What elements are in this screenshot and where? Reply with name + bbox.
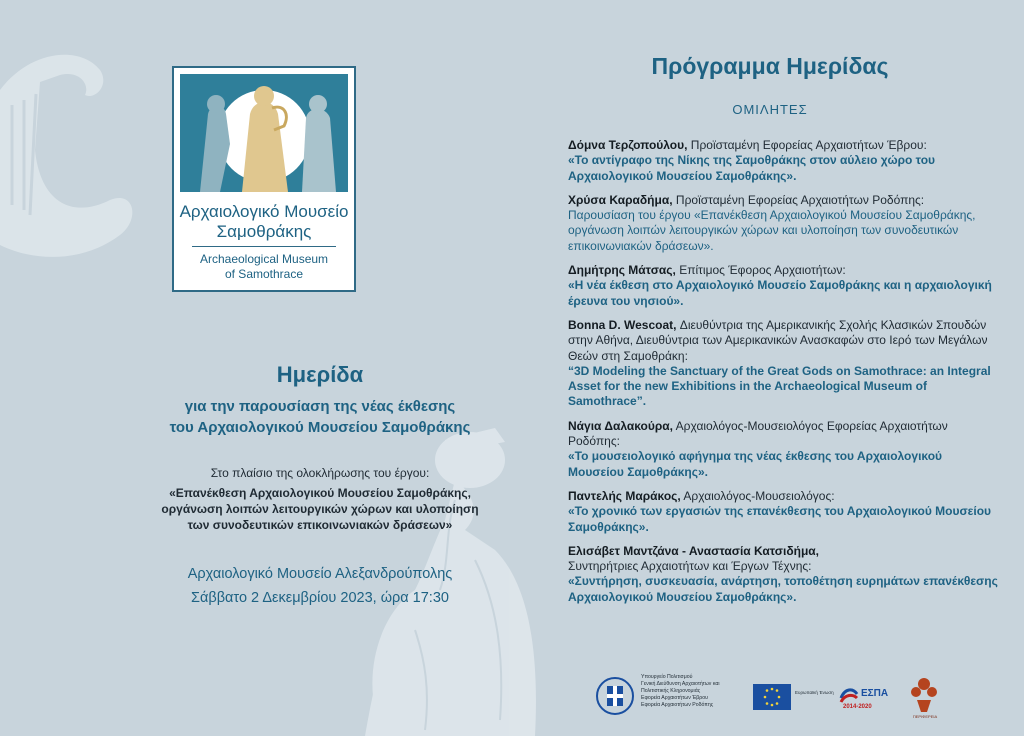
eu-flag-icon bbox=[753, 684, 791, 710]
museum-logo bbox=[172, 66, 356, 292]
ministry-line: Υπουργείο Πολιτισμού bbox=[641, 674, 693, 680]
region-label: ΠΕΡΙΦΕΡΕΙΑ bbox=[912, 714, 938, 719]
museum-name-english-line1: Archaeological Museum bbox=[199, 252, 329, 266]
ministry-line: Πολιτιστικής Κληρονομιάς bbox=[641, 688, 701, 694]
espa-logo bbox=[839, 682, 889, 714]
speaker-name: Δόμνα Τερζοπούλου, bbox=[568, 138, 688, 152]
speaker-talk: Παρουσίαση του έργου «Επανέκθεση Αρχαιολογικού Μουσείου Σαμοθράκης, οργάνωση λοιπών λειτουργικών χώρων και υλοποίηση των συνοδευτικών επικοινωνιακών δράσεων». bbox=[568, 208, 976, 253]
speaker-entry bbox=[568, 138, 998, 184]
ministry-line: Εφορεία Αρχαιοτήτων Έβρου bbox=[641, 695, 708, 701]
program-title: Πρόγραμμα Ημερίδας bbox=[651, 53, 889, 79]
speaker-role: Προϊσταμένη Εφορείας Αρχαιοτήτων Ροδόπης: bbox=[672, 192, 925, 207]
ministry-line: Γενική Διεύθυνση Αρχαιοτήτων και bbox=[641, 681, 720, 687]
project-name-line3: των συνοδευτικών επικοινωνιακών δράσεων» bbox=[187, 518, 453, 532]
lyre-silhouette-icon bbox=[0, 30, 150, 300]
speaker-entry bbox=[568, 318, 998, 410]
espa-label: ΕΣΠΑ bbox=[861, 688, 889, 699]
project-name-line2: οργάνωση λοιπών λειτουργικών χώρων και υλοποίηση bbox=[161, 502, 479, 516]
speaker-talk: «Το μουσειολογικό αφήγημα της νέας έκθεσης του Αρχαιολογικού Μουσείου Σαμοθράκης». bbox=[568, 449, 943, 479]
museum-name-greek-line1: Αρχαιολογικό Μουσείο bbox=[179, 202, 349, 221]
speaker-name: Νάγια Δαλακούρα, bbox=[568, 418, 673, 433]
region-emblem-icon bbox=[907, 674, 941, 714]
event-subtitle-line2: του Αρχαιολογικού Μουσείου Σαμοθράκης bbox=[169, 419, 471, 436]
speaker-talk: «Συντήρηση, συσκευασία, ανάρτηση, τοποθέτηση ευρημάτων επανέκθεσης Αρχαιολογικού Μουσείου Σαμοθράκης». bbox=[568, 574, 998, 604]
speaker-role: Αρχαιολόγος-Μουσειολόγος: bbox=[680, 488, 835, 503]
speaker-name: Χρύσα Καραδήμα, bbox=[568, 192, 673, 207]
speaker-role: Προϊσταμένη Εφορείας Αρχαιοτήτων Έβρου: bbox=[687, 138, 927, 152]
speaker-name: Δημήτρης Μάτσας, bbox=[568, 263, 676, 278]
speaker-role: Διευθύντρια της Αμερικανικής Σχολής Κλασικών Σπουδών στην Αθήνα, Διευθύντρια των Αμερικανικών Ανασκαφών στο Ιερό των Μεγάλων Θεών στη Σαμοθράκη: bbox=[568, 317, 988, 363]
ministry-text bbox=[641, 674, 761, 709]
speaker-entry bbox=[568, 489, 998, 535]
event-venue: Αρχαιολογικό Μουσείο Αλεξανδρούπολης bbox=[187, 566, 453, 582]
project-name-line1: «Επανέκθεση Αρχαιολογικού Μουσείου Σαμοθράκης, bbox=[169, 486, 471, 500]
museum-name-greek-line2: Σαμοθράκης bbox=[216, 222, 312, 241]
speaker-talk: “3D Modeling the Sanctuary of the Great Gods on Samothrace: an Integral Asset for the new Exhibitions in the Archaeological Museum of Samothrace”. bbox=[568, 363, 991, 409]
event-title: Ημερίδα bbox=[276, 362, 364, 387]
espa-mark-icon bbox=[839, 684, 859, 704]
sponsor-logos bbox=[595, 670, 1015, 730]
espa-years: 2014-2020 bbox=[843, 704, 872, 710]
event-date: Σάββατο 2 Δεκεμβρίου 2023, ώρα 17:30 bbox=[191, 590, 449, 606]
museum-name-greek bbox=[174, 202, 354, 242]
museum-logo-emblem bbox=[180, 74, 348, 192]
speaker-name: Παντελής Μαράκος, bbox=[568, 488, 681, 503]
museum-name-english-line2: of Samothrace bbox=[224, 267, 304, 281]
speaker-entry bbox=[568, 193, 998, 254]
speaker-talk: «Η νέα έκθεση στο Αρχαιολογικό Μουσείο Σαμοθράκης και η αρχαιολογική έρευνα του νησιού». bbox=[568, 278, 992, 308]
event-subtitle-line1: για την παρουσίαση της νέας έκθεσης bbox=[184, 398, 456, 415]
speakers-list bbox=[568, 138, 998, 614]
speakers-heading: ΟΜΙΛΗΤΕΣ bbox=[732, 102, 808, 117]
ministry-line: Εφορεία Αρχαιοτήτων Ροδόπης bbox=[641, 702, 714, 708]
speaker-talk: «Το χρονικό των εργασιών της επανέκθεσης του Αρχαιολογικού Μουσείου Σαμοθράκης». bbox=[568, 504, 992, 534]
speaker-name: Bonna D. Wescoat, bbox=[568, 317, 677, 332]
speaker-entry bbox=[568, 419, 998, 480]
speaker-role: Συντηρήτριες Αρχαιοτήτων και Έργων Τέχνης: bbox=[568, 559, 812, 574]
greek-emblem-icon bbox=[595, 676, 635, 716]
museum-name-english bbox=[174, 252, 354, 282]
speaker-role: Αρχαιολόγος-Μουσειολόγος Εφορείας Αρχαιοτήτων Ροδόπης: bbox=[568, 418, 948, 449]
logo-divider bbox=[192, 246, 336, 247]
speaker-entry bbox=[568, 263, 998, 309]
speaker-role: Επίτιμος Έφορος Αρχαιοτήτων: bbox=[675, 263, 846, 278]
speaker-name: Ελισάβετ Μαντζάνα - Αναστασία Κατσιδήμα, bbox=[568, 543, 819, 558]
speaker-entry bbox=[568, 544, 998, 605]
project-context: Στο πλαίσιο της ολοκλήρωσης του έργου: bbox=[210, 466, 430, 480]
speaker-talk: «Το αντίγραφο της Νίκης της Σαμοθράκης στον αύλειο χώρο του Αρχαιολογικού Μουσείου Σαμοθράκης». bbox=[568, 153, 936, 183]
eu-label: Ευρωπαϊκή Ένωση bbox=[795, 690, 834, 695]
